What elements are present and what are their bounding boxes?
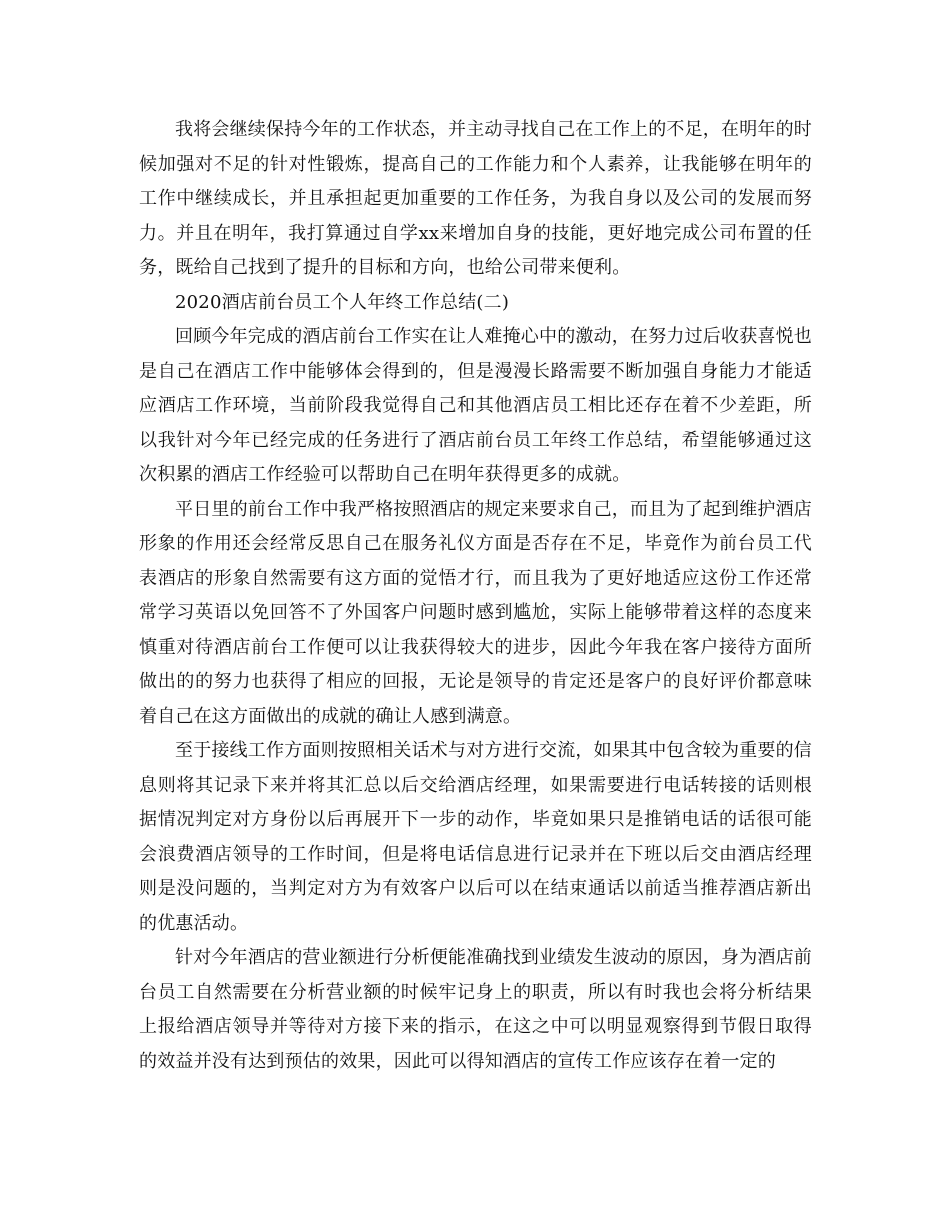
paragraph-phone-work: 至于接线工作方面则按照相关话术与对方进行交流，如果其中包含较为重要的信息则将其记录下来并将其汇总以后交给酒店经理，如果需要进行电话转接的话则根据情况判定对方身份以后再展开下一步的动作，毕竟如果只是推销电话的话很可能会浪费酒店领导的工作时间，但是将电话信息进行记录并在下班以后交由酒店经理则是没问题的，当判定对方为有效客户以后可以在结束通话以前适当推荐酒店新出的优惠活动。 bbox=[139, 740, 812, 934]
paragraph-plan-next-year: 我将会继续保持今年的工作状态，并主动寻找自己在工作上的不足，在明年的时候加强对不足的针对性锻炼，提高自己的工作能力和个人素养，让我能够在明年的工作中继续成长，并且承担起更加重要的工作任务，为我自身以及公司的发展而努力。并且在明年，我打算通过自学xx来增加自身的技能，更好地完成公司布置的任务，既给自己找到了提升的目标和方向，也给公司带来便利。 bbox=[139, 119, 812, 278]
document-body bbox=[139, 113, 812, 1079]
section-heading: 2020酒店前台员工个人年终工作总结(二) bbox=[175, 291, 510, 313]
paragraph-revenue-analysis: 针对今年酒店的营业额进行分析便能准确找到业绩发生波动的原因，身为酒店前台员工自然需要在分析营业额的时候牢记身上的职责，所以有时我也会将分析结果上报给酒店领导并等待对方接下来的指示，在这之中可以明显观察得到节假日取得的效益并没有达到预估的效果，因此可以得知酒店的宣传工作应该存在着一定的 bbox=[139, 947, 812, 1072]
paragraph-front-desk-duties: 平日里的前台工作中我严格按照酒店的规定来要求自己，而且为了起到维护酒店形象的作用还会经常反思自己在服务礼仪方面是否存在不足，毕竟作为前台员工代表酒店的形象自然需要有这方面的觉悟才行，而且我为了更好地适应这份工作还常常学习英语以免回答不了外国客户问题时感到尴尬，实际上能够带着这样的态度来慎重对待酒店前台工作便可以让我获得较大的进步，因此今年我在客户接待方面所做出的的努力也获得了相应的回报，无论是领导的肯定还是客户的良好评价都意味着自己在这方面做出的成就的确让人感到满意。 bbox=[139, 498, 812, 727]
paragraph-review: 回顾今年完成的酒店前台工作实在让人难掩心中的激动，在努力过后收获喜悦也是自己在酒店工作中能够体会得到的，但是漫漫长路需要不断加强自身能力才能适应酒店工作环境，当前阶段我觉得自己和其他酒店员工相比还存在着不少差距，所以我针对今年已经完成的任务进行了酒店前台员工年终工作总结，希望能够通过这次积累的酒店工作经验可以帮助自己在明年获得更多的成就。 bbox=[139, 326, 812, 485]
